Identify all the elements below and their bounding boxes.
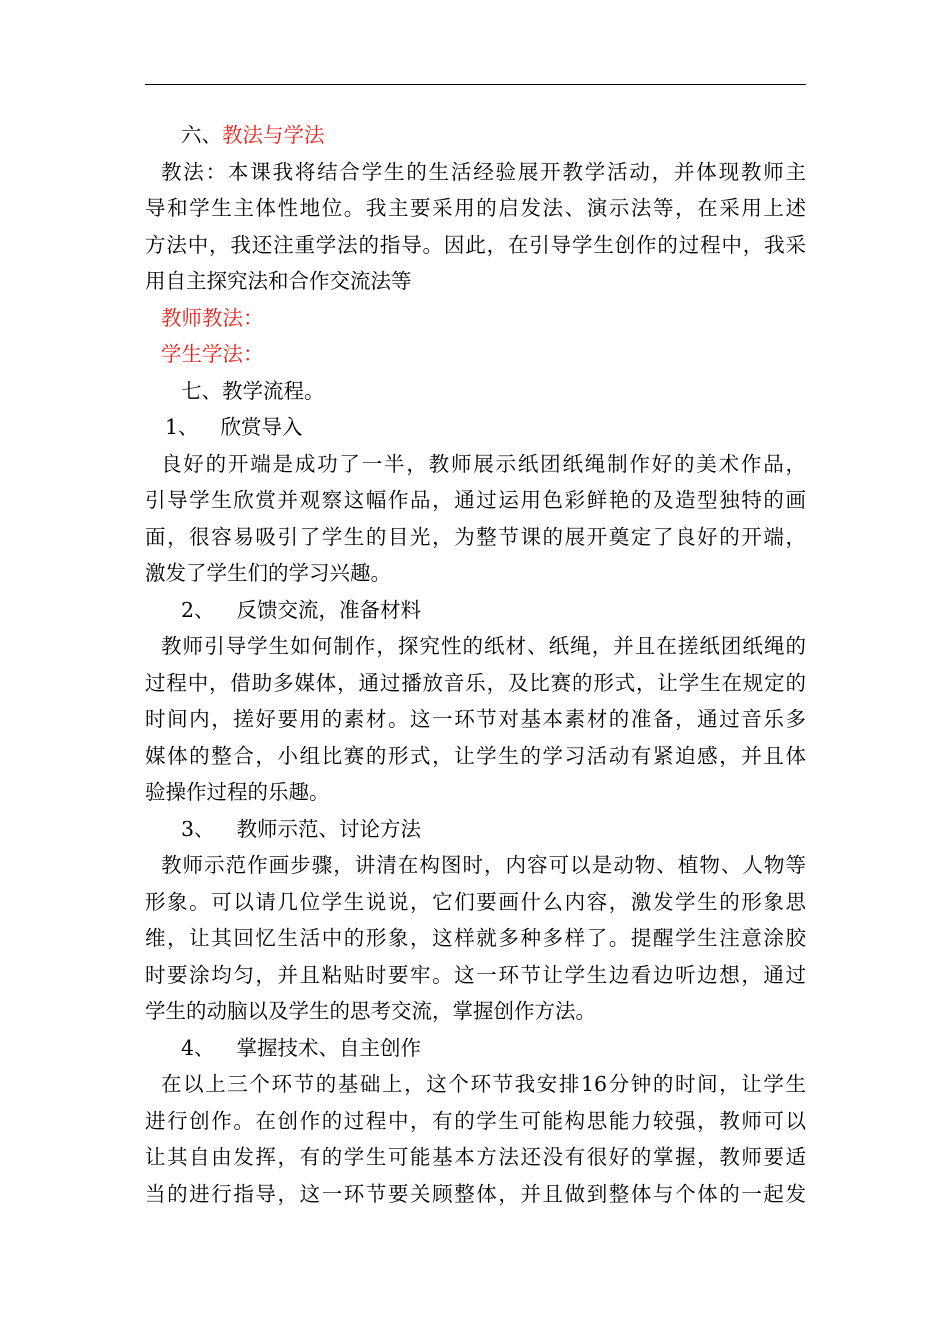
paragraph-line: 让其自由发挥，有的学生可能基本方法还没有很好的掌握，教师要适	[145, 1145, 806, 1169]
paragraph-line: 验操作过程的乐趣。	[145, 780, 330, 804]
paragraph-line: 教法：本课我将结合学生的生活经验展开教学活动，并体现教师主	[161, 159, 806, 184]
section-7-heading: 七、教学流程。	[181, 378, 325, 403]
section-6-prefix: 六、	[181, 123, 222, 147]
student-method-label: 学生学法：	[161, 342, 264, 366]
paragraph-line: 方法中，我还注重学法的指导。因此，在引导学生创作的过程中，我采	[145, 232, 806, 257]
paragraph-line: 时间内，搓好要用的素材。这一环节对基本素材的准备，通过音乐多	[145, 707, 806, 731]
paragraph-line: 良好的开端是成功了一半，教师展示纸团纸绳制作好的美术作品，	[161, 451, 806, 476]
section-6-title: 教法与学法	[222, 123, 325, 147]
document-body	[145, 117, 806, 1212]
paragraph-line: 教师示范作画步骤，讲清在构图时，内容可以是动物、植物、人物等	[161, 853, 806, 877]
step-number: 1、	[165, 415, 199, 439]
paragraph-line: 时要涂均匀，并且粘贴时要牢。这一环节让学生边看边听边想，通过	[145, 962, 806, 987]
step-3-heading	[145, 811, 806, 848]
step-title: 教师示范、讨论方法	[236, 816, 422, 841]
step-number: 3、	[181, 816, 215, 841]
paragraph-line: 导和学生主体性地位。我主要采用的启发法、演示法等，在采用上述	[145, 196, 806, 220]
step-number: 2、	[181, 597, 215, 622]
paragraph-line: 在以上三个环节的基础上，这个环节我安排16分钟的时间，让学生	[161, 1072, 806, 1096]
teacher-method-label: 教师教法：	[161, 305, 264, 330]
paragraph-line: 学生的动脑以及学生的思考交流，掌握创作方法。	[145, 999, 596, 1023]
paragraph-line: 当的进行指导，这一环节要关顾整体，并且做到整体与个体的一起发	[145, 1181, 806, 1206]
step-title: 掌握技术、自主创作	[236, 1035, 422, 1060]
paragraph-line: 媒体的整合，小组比赛的形式，让学生的学习活动有紧迫感，并且体	[145, 743, 806, 768]
paragraph-line: 过程中，借助多媒体，通过播放音乐，及比赛的形式，让学生在规定的	[145, 670, 806, 695]
paragraph-line: 教师引导学生如何制作，探究性的纸材、纸绳，并且在搓纸团纸绳的	[161, 634, 806, 658]
paragraph-line: 进行创作。在创作的过程中，有的学生可能构思能力较强，教师可以	[145, 1108, 806, 1133]
paragraph-line: 引导学生欣赏并观察这幅作品，通过运用色彩鲜艳的及造型独特的画	[145, 488, 806, 512]
header-rule	[145, 84, 806, 85]
step-number: 4、	[181, 1035, 215, 1060]
step-title: 反馈交流，准备材料	[236, 597, 422, 622]
paragraph-line: 面，很容易吸引了学生的目光，为整节课的展开奠定了良好的开端，	[145, 524, 806, 549]
step-title: 欣赏导入	[220, 415, 303, 439]
paragraph-line: 维，让其回忆生活中的形象，这样就多种多样了。提醒学生注意涂胶	[145, 926, 806, 950]
section-6-heading	[145, 117, 806, 154]
paragraph-line: 激发了学生们的学习兴趣。	[145, 561, 391, 585]
paragraph-line: 形象。可以请几位学生说说，它们要画什么内容，激发学生的形象思	[145, 889, 806, 914]
step-1-heading	[145, 409, 806, 446]
paragraph-line: 用自主探究法和合作交流法等	[145, 269, 412, 293]
step-4-heading	[145, 1030, 806, 1067]
step-2-heading	[145, 592, 806, 629]
